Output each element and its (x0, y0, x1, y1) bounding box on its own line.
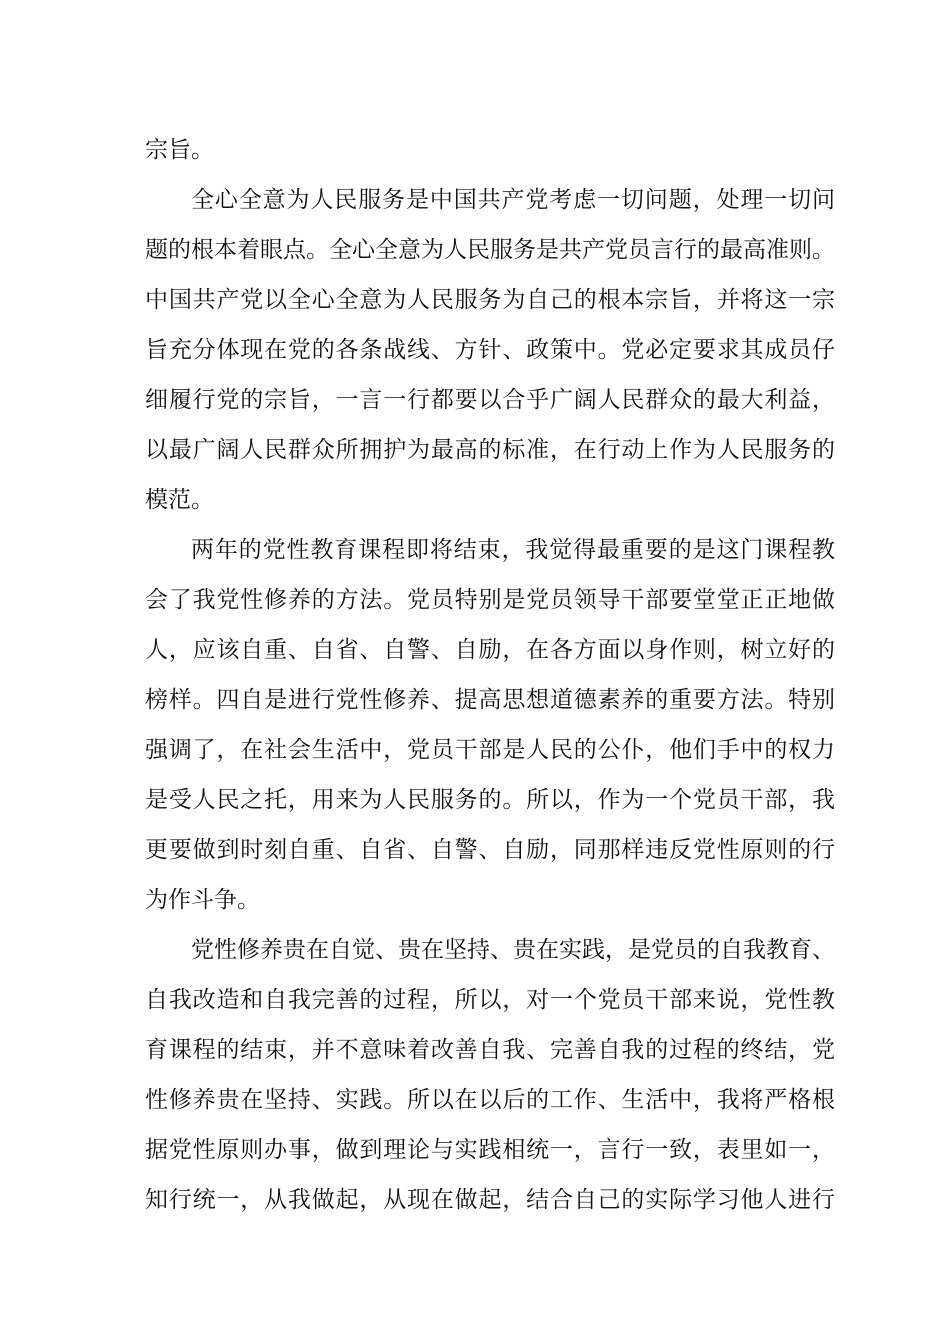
text-line: 宗旨。 (145, 137, 214, 163)
text-line: 会了我党性修养的方法。党员特别是党员领导干部要堂堂正正地做 (145, 587, 835, 613)
text-line: 细履行党的宗旨，一言一行都要以合乎广阔人民群众的最大利益， (145, 387, 835, 413)
text-line: 为作斗争。 (145, 887, 260, 913)
text-line: 知行统一，从我做起，从现在做起，结合自己的实际学习他人进行 (145, 1187, 835, 1213)
paragraph-first-line: 两年的党性教育课程即将结束，我觉得最重要的是这门课程教 (191, 537, 835, 563)
paragraph-first-line: 全心全意为人民服务是中国共产党考虑一切问题，处理一切问 (191, 187, 835, 213)
text-line: 以最广阔人民群众所拥护为最高的标准，在行动上作为人民服务的 (145, 437, 835, 463)
text-line: 育课程的结束，并不意味着改善自我、完善自我的过程的终结，党 (145, 1037, 835, 1063)
text-line: 强调了，在社会生活中，党员干部是人民的公仆，他们手中的权力 (145, 737, 835, 763)
text-line: 更要做到时刻自重、自省、自警、自励，同那样违反党性原则的行 (145, 837, 835, 863)
text-line: 中国共产党以全心全意为人民服务为自己的根本宗旨，并将这一宗 (145, 287, 835, 313)
text-line: 模范。 (145, 487, 214, 513)
text-line: 题的根本着眼点。全心全意为人民服务是共产党员言行的最高准则。 (145, 237, 835, 263)
text-line: 是受人民之托，用来为人民服务的。所以，作为一个党员干部，我 (145, 787, 835, 813)
text-line: 人，应该自重、自省、自警、自励，在各方面以身作则，树立好的 (145, 637, 835, 663)
text-line: 榜样。四自是进行党性修养、提高思想道德素养的重要方法。特别 (145, 687, 835, 713)
paragraph-first-line: 党性修养贵在自觉、贵在坚持、贵在实践，是党员的自我教育、 (191, 937, 835, 963)
text-line: 性修养贵在坚持、实践。所以在以后的工作、生活中，我将严格根 (145, 1087, 835, 1113)
text-line: 据党性原则办事，做到理论与实践相统一，言行一致，表里如一， (145, 1137, 835, 1163)
text-line: 自我改造和自我完善的过程，所以，对一个党员干部来说，党性教 (145, 987, 835, 1013)
text-line: 旨充分体现在党的各条战线、方针、政策中。党必定要求其成员仔 (145, 337, 835, 363)
